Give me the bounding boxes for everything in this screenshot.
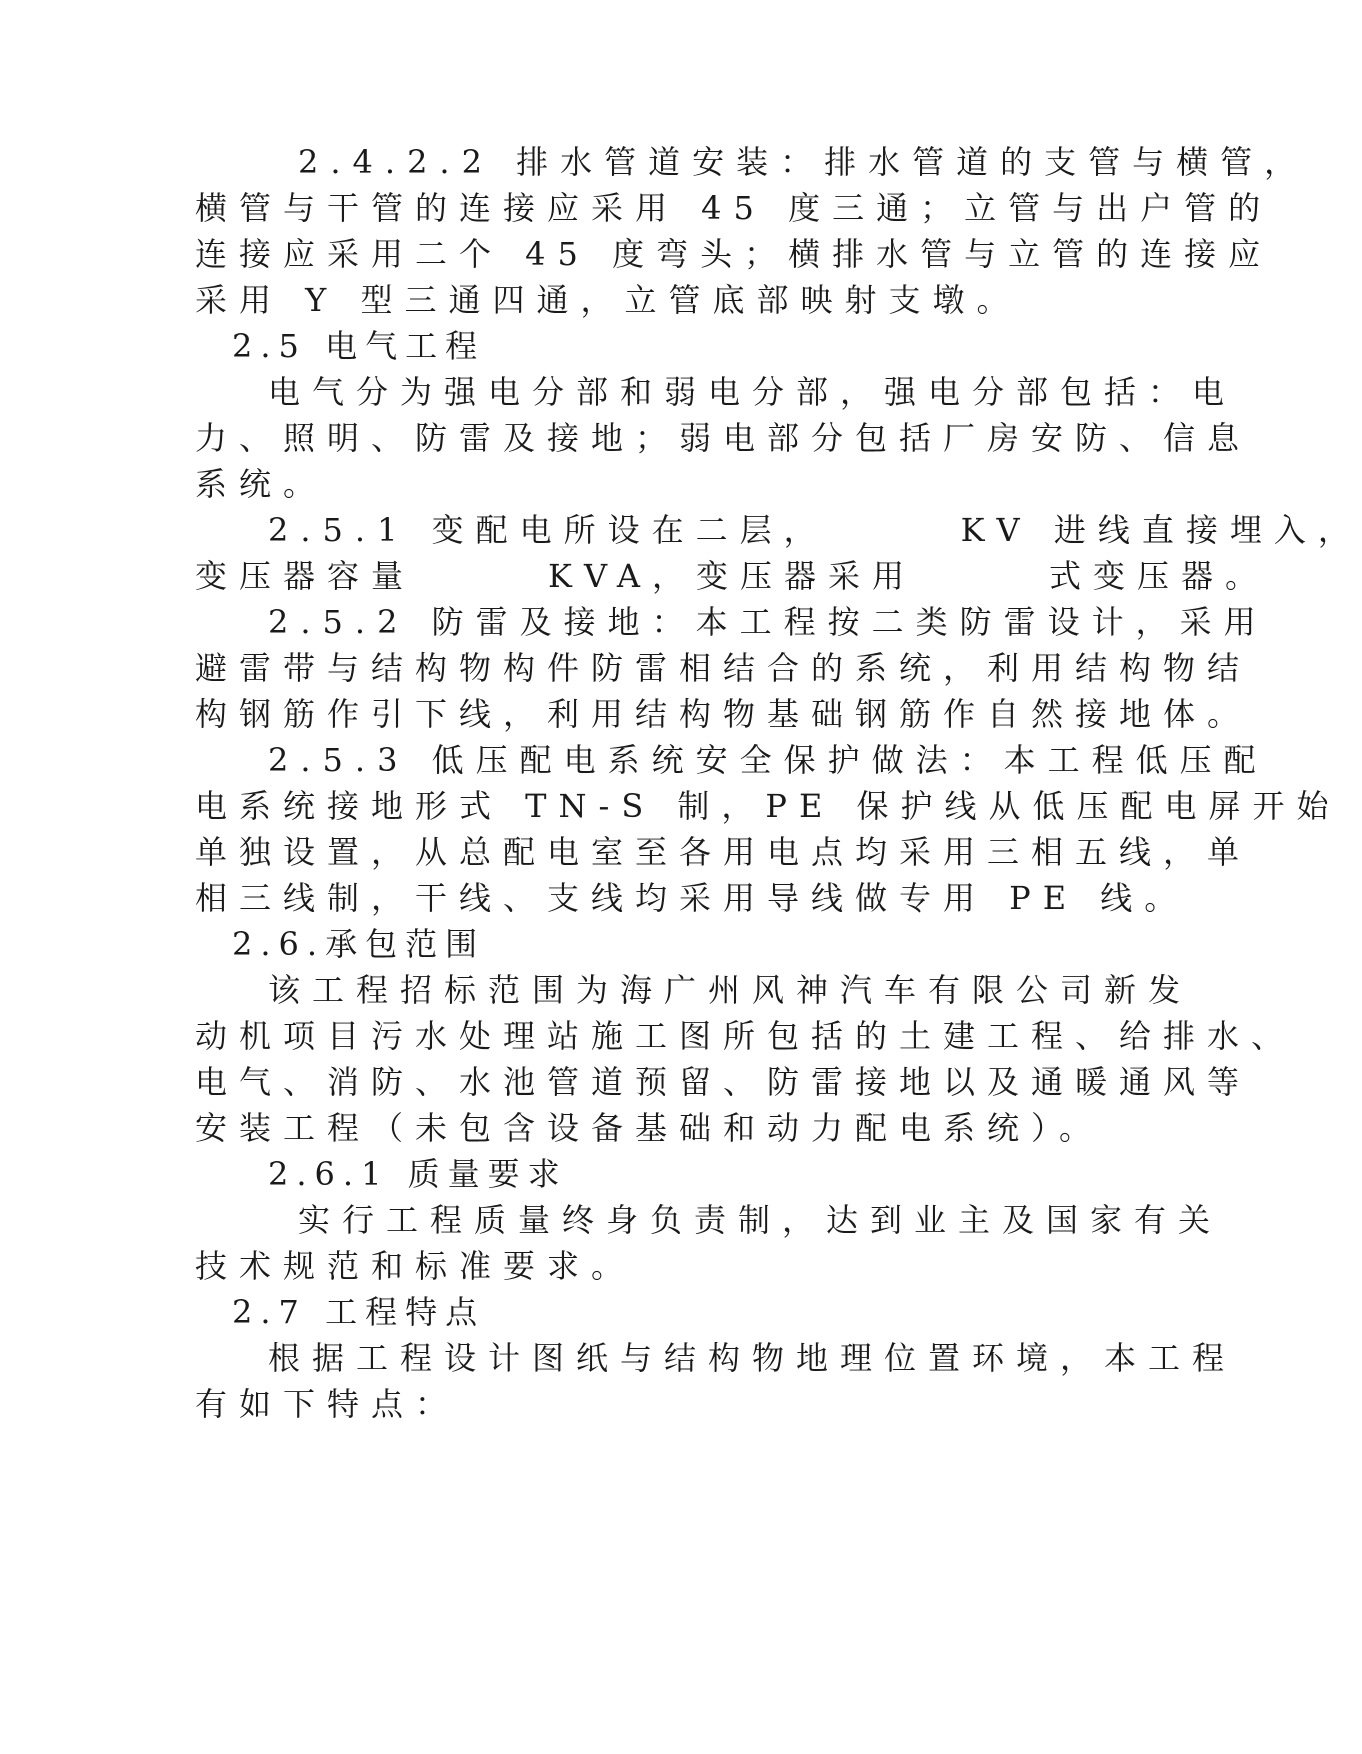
paragraph-line: 力、照明、防雷及接地；弱电部分包括厂房安防、信息	[195, 419, 1252, 457]
paragraph-line: 单独设置，从总配电室至各用电点均采用三相五线，单	[195, 833, 1252, 871]
paragraph-line: 变压器容量 KVA，变压器采用 式变压器。	[195, 557, 1270, 595]
paragraph-line: 电系统接地形式 TN-S 制，PE 保护线从低压配电屏开始	[195, 787, 1341, 825]
paragraph-line: 2.5.1 变配电所设在二层， KV 进线直接埋入，	[268, 511, 1362, 549]
paragraph-line: 2.5.2 防雷及接地：本工程按二类防雷设计，采用	[268, 603, 1268, 641]
paragraph-line: 系统。	[195, 465, 328, 503]
paragraph-line: 2.5.3 低压配电系统安全保护做法：本工程低压配	[268, 741, 1268, 779]
paragraph-line: 横管与干管的连接应采用 45 度三通；立管与出户管的	[195, 189, 1273, 227]
paragraph-line: 实行工程质量终身负责制，达到业主及国家有关	[298, 1201, 1223, 1239]
paragraph-line: 动机项目污水处理站施工图所包括的土建工程、给排水、	[195, 1017, 1296, 1055]
section-heading: 2.6.承包范围	[232, 925, 486, 963]
paragraph-line: 连接应采用二个 45 度弯头；横排水管与立管的连接应	[195, 235, 1273, 273]
paragraph-line: 构钢筋作引下线，利用结构物基础钢筋作自然接地体。	[195, 695, 1252, 733]
subsection-heading: 2.6.1 质量要求	[268, 1155, 568, 1193]
section-heading: 2.7 工程特点	[232, 1293, 486, 1331]
paragraph-line: 采用 Y 型三通四通，立管底部映射支墩。	[195, 281, 1021, 319]
paragraph-line: 相三线制，干线、支线均采用导线做专用 PE 线。	[195, 879, 1189, 917]
paragraph-line: 电气分为强电分部和弱电分部，强电分部包括：电	[268, 373, 1237, 411]
paragraph-line: 有如下特点：	[195, 1385, 460, 1423]
paragraph-line: 该工程招标范围为海广州风神汽车有限公司新发	[268, 971, 1193, 1009]
paragraph-line: 根据工程设计图纸与结构物地理位置环境，本工程	[268, 1339, 1237, 1377]
paragraph-line: 技术规范和标准要求。	[195, 1247, 636, 1285]
paragraph-line: 2.4.2.2 排水管道安装：排水管道的支管与横管，	[298, 143, 1309, 181]
paragraph-line: 安装工程（未包含设备基础和动力配电系统）。	[195, 1109, 1104, 1147]
section-heading: 2.5 电气工程	[232, 327, 486, 365]
paragraph-line: 电气、消防、水池管道预留、防雷接地以及通暖通风等	[195, 1063, 1252, 1101]
paragraph-line: 避雷带与结构物构件防雷相结合的系统，利用结构物结	[195, 649, 1252, 687]
